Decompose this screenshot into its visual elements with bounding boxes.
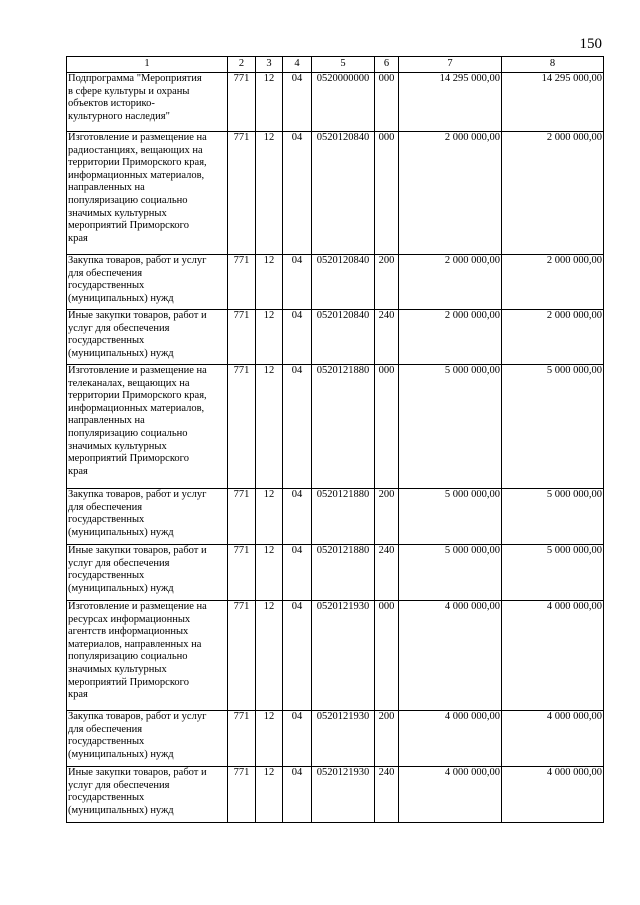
- cell-col-3: 12: [256, 601, 283, 711]
- cell-col-7: 5 000 000,00: [399, 545, 502, 601]
- cell-col-3: 12: [256, 132, 283, 255]
- cell-col-7: 2 000 000,00: [399, 132, 502, 255]
- cell-col-7: 5 000 000,00: [399, 365, 502, 489]
- row-name: Изготовление и размещение на ресурсах информационных агентств информационных материалов, направленных на популяризацию социально значимых культурных мероприятий Приморского края: [67, 601, 228, 711]
- cell-col-6: 000: [375, 365, 399, 489]
- table-row: [67, 310, 604, 365]
- cell-col-7: 2 000 000,00: [399, 255, 502, 310]
- column-header: 7: [399, 57, 502, 73]
- cell-col-3: 12: [256, 545, 283, 601]
- cell-col-4: 04: [283, 255, 312, 310]
- cell-col-2: 771: [228, 711, 256, 767]
- table-row: [67, 489, 604, 545]
- cell-col-5: 0520121930: [312, 711, 375, 767]
- column-header: 6: [375, 57, 399, 73]
- table-row: [67, 601, 604, 711]
- header-row: [67, 57, 604, 73]
- cell-col-5: 0520120840: [312, 255, 375, 310]
- cell-col-6: 200: [375, 711, 399, 767]
- column-header: 2: [228, 57, 256, 73]
- cell-col-4: 04: [283, 132, 312, 255]
- cell-col-4: 04: [283, 767, 312, 823]
- cell-col-2: 771: [228, 601, 256, 711]
- row-name: Закупка товаров, работ и услуг для обеспечения государственных (муниципальных) нужд: [67, 255, 228, 310]
- cell-col-8: 2 000 000,00: [502, 132, 604, 255]
- row-name: Закупка товаров, работ и услуг для обеспечения государственных (муниципальных) нужд: [67, 711, 228, 767]
- cell-col-8: 4 000 000,00: [502, 767, 604, 823]
- cell-col-5: 0520121880: [312, 365, 375, 489]
- cell-col-2: 771: [228, 545, 256, 601]
- cell-col-8: 14 295 000,00: [502, 73, 604, 132]
- cell-col-6: 240: [375, 310, 399, 365]
- cell-col-7: 5 000 000,00: [399, 489, 502, 545]
- cell-col-2: 771: [228, 255, 256, 310]
- cell-col-3: 12: [256, 711, 283, 767]
- cell-col-2: 771: [228, 489, 256, 545]
- cell-col-2: 771: [228, 132, 256, 255]
- table-row: [67, 255, 604, 310]
- budget-table: [66, 56, 604, 823]
- cell-col-4: 04: [283, 601, 312, 711]
- cell-col-3: 12: [256, 489, 283, 545]
- cell-col-7: 14 295 000,00: [399, 73, 502, 132]
- cell-col-3: 12: [256, 255, 283, 310]
- table-row: [67, 73, 604, 132]
- cell-col-3: 12: [256, 73, 283, 132]
- cell-col-4: 04: [283, 73, 312, 132]
- cell-col-7: 2 000 000,00: [399, 310, 502, 365]
- table-row: [67, 767, 604, 823]
- table-row: [67, 132, 604, 255]
- cell-col-4: 04: [283, 365, 312, 489]
- cell-col-6: 200: [375, 255, 399, 310]
- table-row: [67, 545, 604, 601]
- column-header: 1: [67, 57, 228, 73]
- cell-col-5: 0520121930: [312, 767, 375, 823]
- cell-col-8: 2 000 000,00: [502, 255, 604, 310]
- cell-col-6: 240: [375, 545, 399, 601]
- cell-col-6: 000: [375, 132, 399, 255]
- cell-col-4: 04: [283, 310, 312, 365]
- cell-col-7: 4 000 000,00: [399, 711, 502, 767]
- table-row: [67, 711, 604, 767]
- cell-col-8: 4 000 000,00: [502, 711, 604, 767]
- cell-col-6: 200: [375, 489, 399, 545]
- cell-col-5: 0520120840: [312, 132, 375, 255]
- cell-col-3: 12: [256, 767, 283, 823]
- cell-col-5: 0520121880: [312, 545, 375, 601]
- cell-col-7: 4 000 000,00: [399, 767, 502, 823]
- cell-col-6: 000: [375, 73, 399, 132]
- column-header: 5: [312, 57, 375, 73]
- cell-col-5: 0520000000: [312, 73, 375, 132]
- cell-col-4: 04: [283, 711, 312, 767]
- cell-col-6: 000: [375, 601, 399, 711]
- cell-col-4: 04: [283, 489, 312, 545]
- cell-col-2: 771: [228, 767, 256, 823]
- column-header: 8: [502, 57, 604, 73]
- cell-col-6: 240: [375, 767, 399, 823]
- row-name: Изготовление и размещение на телеканалах, вещающих на территории Приморского края, информационных материалов, направленных на популяризацию социально значимых культурных мероприятий Приморского края: [67, 365, 228, 489]
- cell-col-8: 5 000 000,00: [502, 489, 604, 545]
- cell-col-5: 0520121930: [312, 601, 375, 711]
- cell-col-5: 0520120840: [312, 310, 375, 365]
- row-name: Изготовление и размещение на радиостанциях, вещающих на территории Приморского края, информационных материалов, направленных на популяризацию социально значимых культурных мероприятий Приморского края: [67, 132, 228, 255]
- column-header: 3: [256, 57, 283, 73]
- row-name: Иные закупки товаров, работ и услуг для обеспечения государственных (муниципальных) нужд: [67, 545, 228, 601]
- row-name: Иные закупки товаров, работ и услуг для обеспечения государственных (муниципальных) нужд: [67, 310, 228, 365]
- cell-col-2: 771: [228, 73, 256, 132]
- cell-col-8: 2 000 000,00: [502, 310, 604, 365]
- cell-col-8: 5 000 000,00: [502, 365, 604, 489]
- page-number: 150: [579, 36, 602, 52]
- cell-col-2: 771: [228, 365, 256, 489]
- cell-col-3: 12: [256, 365, 283, 489]
- cell-col-8: 5 000 000,00: [502, 545, 604, 601]
- row-name: Подпрограмма "Мероприятия в сфере культуры и охраны объектов историко- культурного наследия": [67, 73, 228, 132]
- cell-col-2: 771: [228, 310, 256, 365]
- row-name: Иные закупки товаров, работ и услуг для обеспечения государственных (муниципальных) нужд: [67, 767, 228, 823]
- cell-col-3: 12: [256, 310, 283, 365]
- cell-col-4: 04: [283, 545, 312, 601]
- cell-col-7: 4 000 000,00: [399, 601, 502, 711]
- table-row: [67, 365, 604, 489]
- row-name: Закупка товаров, работ и услуг для обеспечения государственных (муниципальных) нужд: [67, 489, 228, 545]
- cell-col-8: 4 000 000,00: [502, 601, 604, 711]
- cell-col-5: 0520121880: [312, 489, 375, 545]
- column-header: 4: [283, 57, 312, 73]
